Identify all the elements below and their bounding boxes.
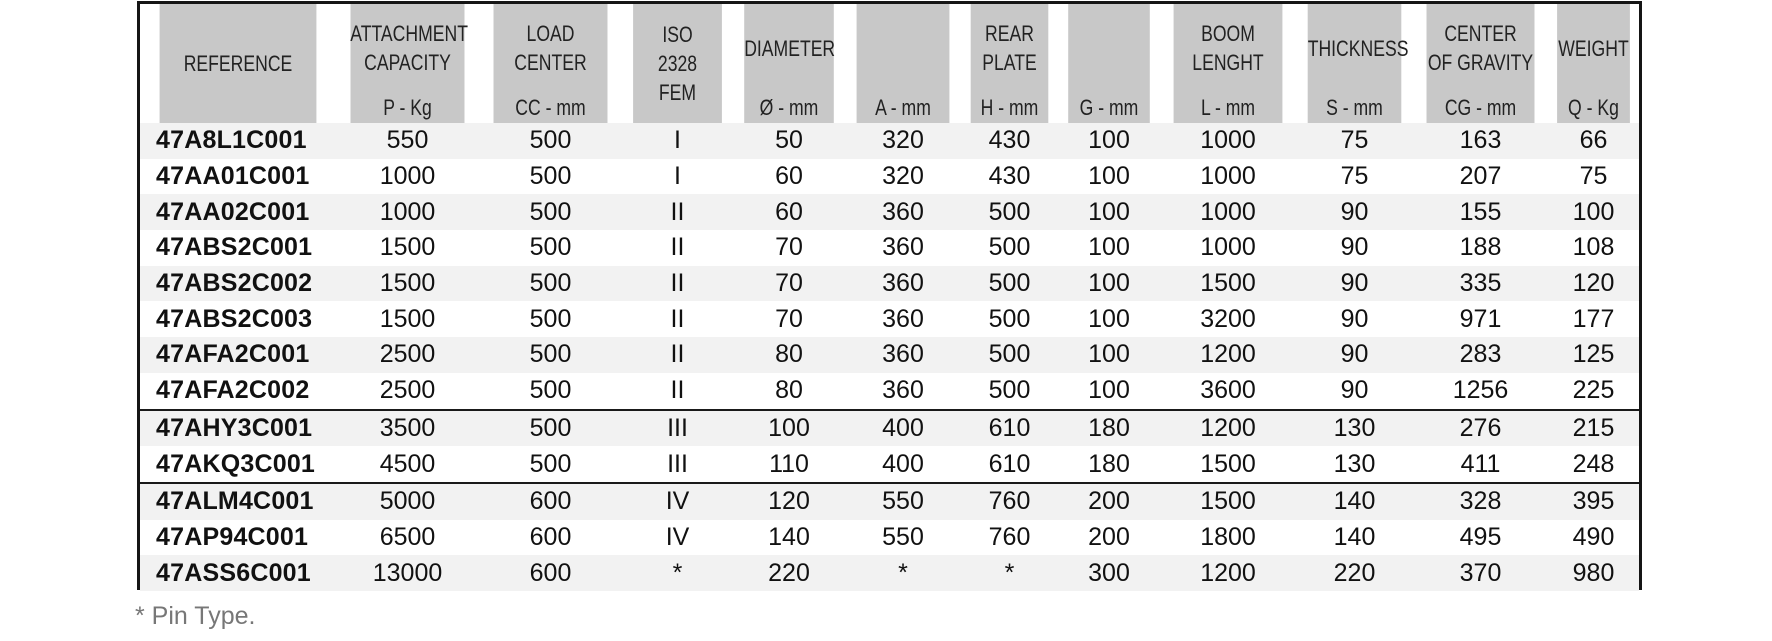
table-cell: 1500 [336,230,479,266]
header-diameter: DIAMETER [744,4,834,92]
table-row [140,301,1639,337]
table-cell: 100 [1058,123,1160,159]
table-cell: 90 [1296,337,1413,373]
table-cell: 400 [845,410,961,447]
table-cell: 320 [845,123,961,159]
table-row [140,446,1639,483]
table-cell: 75 [1296,159,1413,195]
table-body [140,123,1639,591]
table-cell: 1200 [1160,410,1296,447]
table-cell: 207 [1413,159,1548,195]
table-cell: 3500 [336,410,479,447]
table-cell: 130 [1296,410,1413,447]
table-cell: 276 [1413,410,1548,447]
header-load-center: LOAD CENTER [493,4,607,92]
table-cell: 75 [1548,159,1639,195]
table-cell: 1500 [1160,266,1296,302]
table-cell: 550 [845,520,961,556]
table-cell: 971 [1413,301,1548,337]
table-cell: 75 [1296,123,1413,159]
table-cell: 100 [1548,194,1639,230]
table-row [140,337,1639,373]
table-cell: 225 [1548,373,1639,410]
table-cell: 248 [1548,446,1639,483]
table-cell: IV [622,483,733,520]
header-reference: REFERENCE [160,4,317,123]
table-cell: 13000 [336,555,479,591]
cell-reference: 47ASS6C001 [140,555,336,591]
table-cell: * [961,555,1058,591]
table-cell: 177 [1548,301,1639,337]
table-cell: 1256 [1413,373,1548,410]
unit-cc-mm: CC - mm [493,92,607,123]
table-cell: 320 [845,159,961,195]
table-cell: 2500 [336,373,479,410]
table-cell: 500 [961,266,1058,302]
table-cell: 500 [479,301,622,337]
table-cell: 1500 [1160,446,1296,483]
table-cell: 100 [733,410,845,447]
table-cell: II [622,337,733,373]
table-cell: 120 [1548,266,1639,302]
table-cell: 100 [1058,194,1160,230]
table-cell: 1000 [336,194,479,230]
table-row [140,520,1639,556]
table-cell: III [622,410,733,447]
table-cell: 550 [845,483,961,520]
table-cell: 140 [1296,483,1413,520]
table-cell: 300 [1058,555,1160,591]
table-cell: 70 [733,266,845,302]
spec-table-frame [137,1,1642,590]
table-cell: IV [622,520,733,556]
table-row [140,159,1639,195]
table-cell: 100 [1058,159,1160,195]
table-cell: 70 [733,230,845,266]
table-cell: 50 [733,123,845,159]
cell-reference: 47ABS2C003 [140,301,336,337]
table-cell: 500 [961,301,1058,337]
table-cell: 1500 [336,266,479,302]
table-cell: 1000 [1160,123,1296,159]
table-cell: 100 [1058,301,1160,337]
header-boom-length: BOOM LENGHT [1174,4,1283,92]
table-row [140,373,1639,410]
table-cell: 1800 [1160,520,1296,556]
table-cell: 500 [961,230,1058,266]
cell-reference: 47AA02C001 [140,194,336,230]
table-cell: 220 [733,555,845,591]
table-cell: 490 [1548,520,1639,556]
table-cell: 1500 [1160,483,1296,520]
unit-diameter-mm: Ø - mm [744,92,834,123]
table-cell: 500 [961,373,1058,410]
unit-cg-mm: CG - mm [1427,92,1535,123]
cell-reference: 47AA01C001 [140,159,336,195]
table-cell: 200 [1058,520,1160,556]
footnote: * Pin Type. [135,602,256,630]
table-cell: 100 [1058,373,1160,410]
unit-p-kg: P - Kg [350,92,464,123]
table-cell: 600 [479,555,622,591]
table-cell: 188 [1413,230,1548,266]
table-row [140,123,1639,159]
table-row [140,230,1639,266]
table-cell: 495 [1413,520,1548,556]
table-cell: 70 [733,301,845,337]
table-cell: 180 [1058,410,1160,447]
table-cell: * [622,555,733,591]
table-cell: 1000 [336,159,479,195]
table-row [140,194,1639,230]
table-cell: 360 [845,337,961,373]
table-cell: 90 [1296,194,1413,230]
table-cell: 500 [479,446,622,483]
table-cell: 1200 [1160,337,1296,373]
table-cell: 430 [961,123,1058,159]
table-cell: 360 [845,230,961,266]
table-cell: 2500 [336,337,479,373]
table-cell: 6500 [336,520,479,556]
unit-h-mm: H - mm [971,92,1049,123]
table-cell: 90 [1296,230,1413,266]
table-cell: II [622,301,733,337]
table-cell: 335 [1413,266,1548,302]
table-row [140,483,1639,520]
table-cell: 130 [1296,446,1413,483]
table-cell: II [622,230,733,266]
table-cell: 1000 [1160,159,1296,195]
table-cell: 500 [479,194,622,230]
table-cell: 140 [1296,520,1413,556]
table-cell: 610 [961,410,1058,447]
cell-reference: 47ABS2C002 [140,266,336,302]
table-cell: 60 [733,194,845,230]
cell-reference: 47AFA2C002 [140,373,336,410]
table-cell: 90 [1296,266,1413,302]
table-cell: * [845,555,961,591]
table-cell: 120 [733,483,845,520]
table-cell: 3200 [1160,301,1296,337]
table-cell: 500 [961,194,1058,230]
table-cell: 80 [733,337,845,373]
table-cell: 100 [1058,337,1160,373]
table-cell: III [622,446,733,483]
table-row [140,410,1639,447]
table-cell: 90 [1296,373,1413,410]
table-cell: 4500 [336,446,479,483]
table-cell: 155 [1413,194,1548,230]
table-cell: 80 [733,373,845,410]
table-cell: 110 [733,446,845,483]
cell-reference: 47AHY3C001 [140,410,336,447]
table-cell: 500 [479,159,622,195]
unit-l-mm: L - mm [1174,92,1283,123]
table-cell: 5000 [336,483,479,520]
table-cell: 500 [479,266,622,302]
table-cell: 411 [1413,446,1548,483]
table-cell: 163 [1413,123,1548,159]
cell-reference: 47ALM4C001 [140,483,336,520]
header-a-blank [857,4,950,92]
table-cell: 395 [1548,483,1639,520]
header-iso-2328-fem: ISO 2328 FEM [633,4,722,123]
table-cell: 500 [479,337,622,373]
table-cell: 600 [479,520,622,556]
cell-reference: 47AP94C001 [140,520,336,556]
table-cell: 100 [1058,230,1160,266]
table-cell: 760 [961,520,1058,556]
header-center-of-gravity: CENTER OF GRAVITY [1427,4,1535,92]
header-g-blank [1068,4,1150,92]
table-cell: 980 [1548,555,1639,591]
header-thickness: THICKNESS [1308,4,1402,92]
table-cell: 200 [1058,483,1160,520]
header-weight: WEIGHT [1557,4,1630,92]
table-cell: I [622,123,733,159]
unit-s-mm: S - mm [1308,92,1402,123]
table-row [140,555,1639,591]
table-cell: 500 [479,230,622,266]
table-cell: 1200 [1160,555,1296,591]
table-cell: 283 [1413,337,1548,373]
table-cell: 1000 [1160,230,1296,266]
table-cell: 360 [845,194,961,230]
table-cell: 60 [733,159,845,195]
table-cell: 400 [845,446,961,483]
table-cell: 1000 [1160,194,1296,230]
table-cell: 360 [845,373,961,410]
table-cell: II [622,266,733,302]
table-header [140,4,1639,123]
unit-q-kg: Q - Kg [1557,92,1630,123]
table-cell: 600 [479,483,622,520]
cell-reference: 47A8L1C001 [140,123,336,159]
table-row [140,266,1639,302]
table-cell: 66 [1548,123,1639,159]
table-cell: 500 [479,373,622,410]
cell-reference: 47ABS2C001 [140,230,336,266]
table-cell: 328 [1413,483,1548,520]
table-cell: 360 [845,301,961,337]
table-cell: II [622,194,733,230]
table-cell: 108 [1548,230,1639,266]
table-cell: 500 [961,337,1058,373]
table-cell: 610 [961,446,1058,483]
table-cell: 125 [1548,337,1639,373]
table-cell: II [622,373,733,410]
table-cell: 90 [1296,301,1413,337]
header-rear-plate: REAR PLATE [971,4,1049,92]
table-cell: 220 [1296,555,1413,591]
unit-a-mm: A - mm [857,92,950,123]
table-cell: 215 [1548,410,1639,447]
table-cell: 180 [1058,446,1160,483]
table-cell: 500 [479,123,622,159]
table-cell: 1500 [336,301,479,337]
unit-g-mm: G - mm [1068,92,1150,123]
cell-reference: 47AKQ3C001 [140,446,336,483]
table-cell: 430 [961,159,1058,195]
header-attachment-capacity: ATTACHMENT CAPACITY [350,4,464,92]
table-cell: 760 [961,483,1058,520]
cell-reference: 47AFA2C001 [140,337,336,373]
table-cell: 370 [1413,555,1548,591]
table-cell: 360 [845,266,961,302]
table-cell: I [622,159,733,195]
table-cell: 550 [336,123,479,159]
table-cell: 140 [733,520,845,556]
table-cell: 500 [479,410,622,447]
table-cell: 3600 [1160,373,1296,410]
table-cell: 100 [1058,266,1160,302]
spec-table [140,4,1639,591]
